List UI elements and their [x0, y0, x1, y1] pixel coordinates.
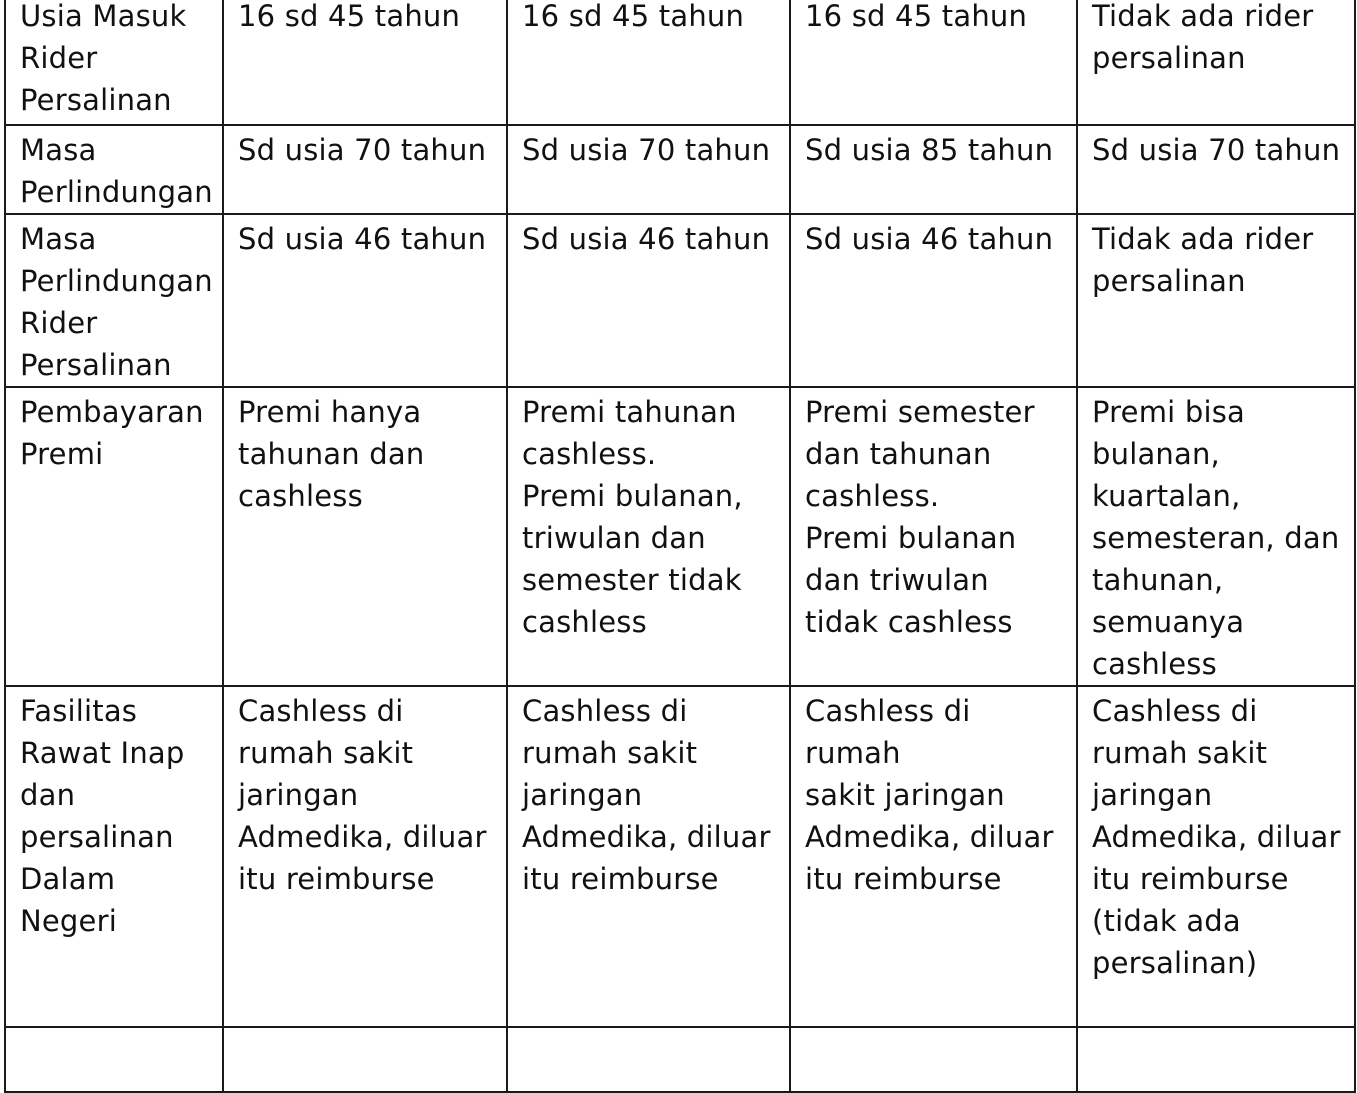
row-label: [5, 387, 223, 686]
cell-text: tidak cashless: [805, 605, 1013, 639]
cell-text: tahunan,: [1092, 563, 1224, 597]
cell-text: (tidak ada: [1092, 904, 1241, 938]
row-label-text: Masa: [20, 222, 97, 256]
table-cell: [223, 0, 507, 125]
row-label-text: Fasilitas: [20, 694, 138, 728]
cell-text: Admedika, diluar: [1092, 820, 1341, 854]
table-cell-empty: [5, 1027, 223, 1092]
row-label: [5, 0, 223, 125]
table-cell: [790, 686, 1077, 1027]
row-label-text: Negeri: [20, 904, 117, 938]
cell-text: Tidak ada rider: [1092, 222, 1314, 256]
row-label-text: Pembayaran: [20, 395, 204, 429]
cell-text: kuartalan,: [1092, 479, 1241, 513]
row-label-text: Perlindungan: [20, 264, 213, 298]
table-cell: [790, 387, 1077, 686]
row-label-text: persalinan: [20, 820, 174, 854]
row-label-text: Persalinan: [20, 348, 172, 382]
table-cell-empty: [1077, 1027, 1355, 1092]
cell-text: triwulan dan: [522, 521, 706, 555]
cell-text: persalinan: [1092, 264, 1246, 298]
table-cell: [507, 387, 790, 686]
table-cell: [223, 387, 507, 686]
cell-text: Premi semester: [805, 395, 1035, 429]
cell-text: cashless.: [522, 437, 657, 471]
table-cell-empty: [507, 1027, 790, 1092]
row-label-text: Premi: [20, 437, 104, 471]
row-label-text: Rider: [20, 41, 98, 75]
row-label-text: Masa: [20, 133, 97, 167]
cell-text: Premi bulanan,: [522, 479, 743, 513]
table-cell: [1077, 0, 1355, 125]
cell-text: jaringan: [238, 778, 359, 812]
cell-text: jaringan: [1092, 778, 1213, 812]
cell-text: persalinan): [1092, 946, 1258, 980]
cell-text: 16 sd 45 tahun: [238, 0, 461, 33]
row-label-text: dan: [20, 778, 76, 812]
cell-text: tahunan dan: [238, 437, 425, 471]
table-cell: [223, 125, 507, 214]
cell-text: cashless: [1092, 647, 1217, 681]
row-label-text: Dalam: [20, 862, 116, 896]
row-label-text: Perlindungan: [20, 175, 213, 209]
cell-text: rumah sakit: [522, 736, 698, 770]
cell-text: itu reimburse: [1092, 862, 1289, 896]
table-row: [5, 214, 1355, 387]
cell-text: 16 sd 45 tahun: [522, 0, 745, 33]
cell-text: Premi bulanan: [805, 521, 1017, 555]
table-row: [5, 387, 1355, 686]
cell-text: dan triwulan: [805, 563, 989, 597]
cell-text: Premi tahunan: [522, 395, 737, 429]
table-cell: [1077, 214, 1355, 387]
cell-text: Premi hanya: [238, 395, 422, 429]
cell-text: bulanan,: [1092, 437, 1220, 471]
cell-text: itu reimburse: [238, 862, 435, 896]
cell-text: sakit jaringan: [805, 778, 1005, 812]
cell-text: Sd usia 46 tahun: [522, 222, 771, 256]
table-cell: [1077, 686, 1355, 1027]
row-label-text: Persalinan: [20, 83, 172, 117]
table-cell: [507, 214, 790, 387]
row-label-text: Usia Masuk: [20, 0, 187, 33]
cell-text: Admedika, diluar: [522, 820, 771, 854]
cell-text: Sd usia 85 tahun: [805, 133, 1054, 167]
cell-text: itu reimburse: [805, 862, 1002, 896]
cell-text: persalinan: [1092, 41, 1246, 75]
cell-text: Sd usia 70 tahun: [238, 133, 487, 167]
cell-text: Admedika, diluar: [805, 820, 1054, 854]
cell-text: Cashless di: [1092, 694, 1258, 728]
cell-text: Premi bisa: [1092, 395, 1245, 429]
table-cell: [507, 125, 790, 214]
cell-text: 16 sd 45 tahun: [805, 0, 1028, 33]
cell-text: cashless: [238, 479, 363, 513]
table-cell: [507, 686, 790, 1027]
table-cell-empty: [223, 1027, 507, 1092]
row-label-text: Rider: [20, 306, 98, 340]
cell-text: Sd usia 70 tahun: [1092, 133, 1341, 167]
cell-text: Sd usia 46 tahun: [805, 222, 1054, 256]
table-row: [5, 0, 1355, 125]
cell-text: Sd usia 46 tahun: [238, 222, 487, 256]
table-cell: [1077, 387, 1355, 686]
cell-text: semester tidak: [522, 563, 742, 597]
table-cell: [223, 686, 507, 1027]
cell-text: Tidak ada rider: [1092, 0, 1314, 33]
table-cell: [507, 0, 790, 125]
cell-text: itu reimburse: [522, 862, 719, 896]
cell-text: Cashless di: [522, 694, 688, 728]
cell-text: Admedika, diluar: [238, 820, 487, 854]
row-label: [5, 125, 223, 214]
table-cell: [790, 125, 1077, 214]
cell-text: Cashless di rumah: [805, 694, 971, 770]
cell-text: cashless.: [805, 479, 940, 513]
row-label-text: Rawat Inap: [20, 736, 185, 770]
table-cell: [790, 0, 1077, 125]
table-row: [5, 686, 1355, 1027]
cell-text: jaringan: [522, 778, 643, 812]
table-cell: [223, 214, 507, 387]
cell-text: Sd usia 70 tahun: [522, 133, 771, 167]
comparison-table: [4, 0, 1356, 1093]
cell-text: cashless: [522, 605, 647, 639]
table-cell-empty: [790, 1027, 1077, 1092]
table-body: [5, 0, 1355, 1092]
cell-text: semuanya: [1092, 605, 1245, 639]
row-label: [5, 214, 223, 387]
table-cell: [790, 214, 1077, 387]
table-row-partial: [5, 1027, 1355, 1092]
cell-text: Cashless di: [238, 694, 404, 728]
cell-text: rumah sakit: [1092, 736, 1268, 770]
table-cell: [1077, 125, 1355, 214]
row-label: [5, 686, 223, 1027]
cell-text: dan tahunan: [805, 437, 992, 471]
table-row: [5, 125, 1355, 214]
cell-text: semesteran, dan: [1092, 521, 1340, 555]
cell-text: rumah sakit: [238, 736, 414, 770]
